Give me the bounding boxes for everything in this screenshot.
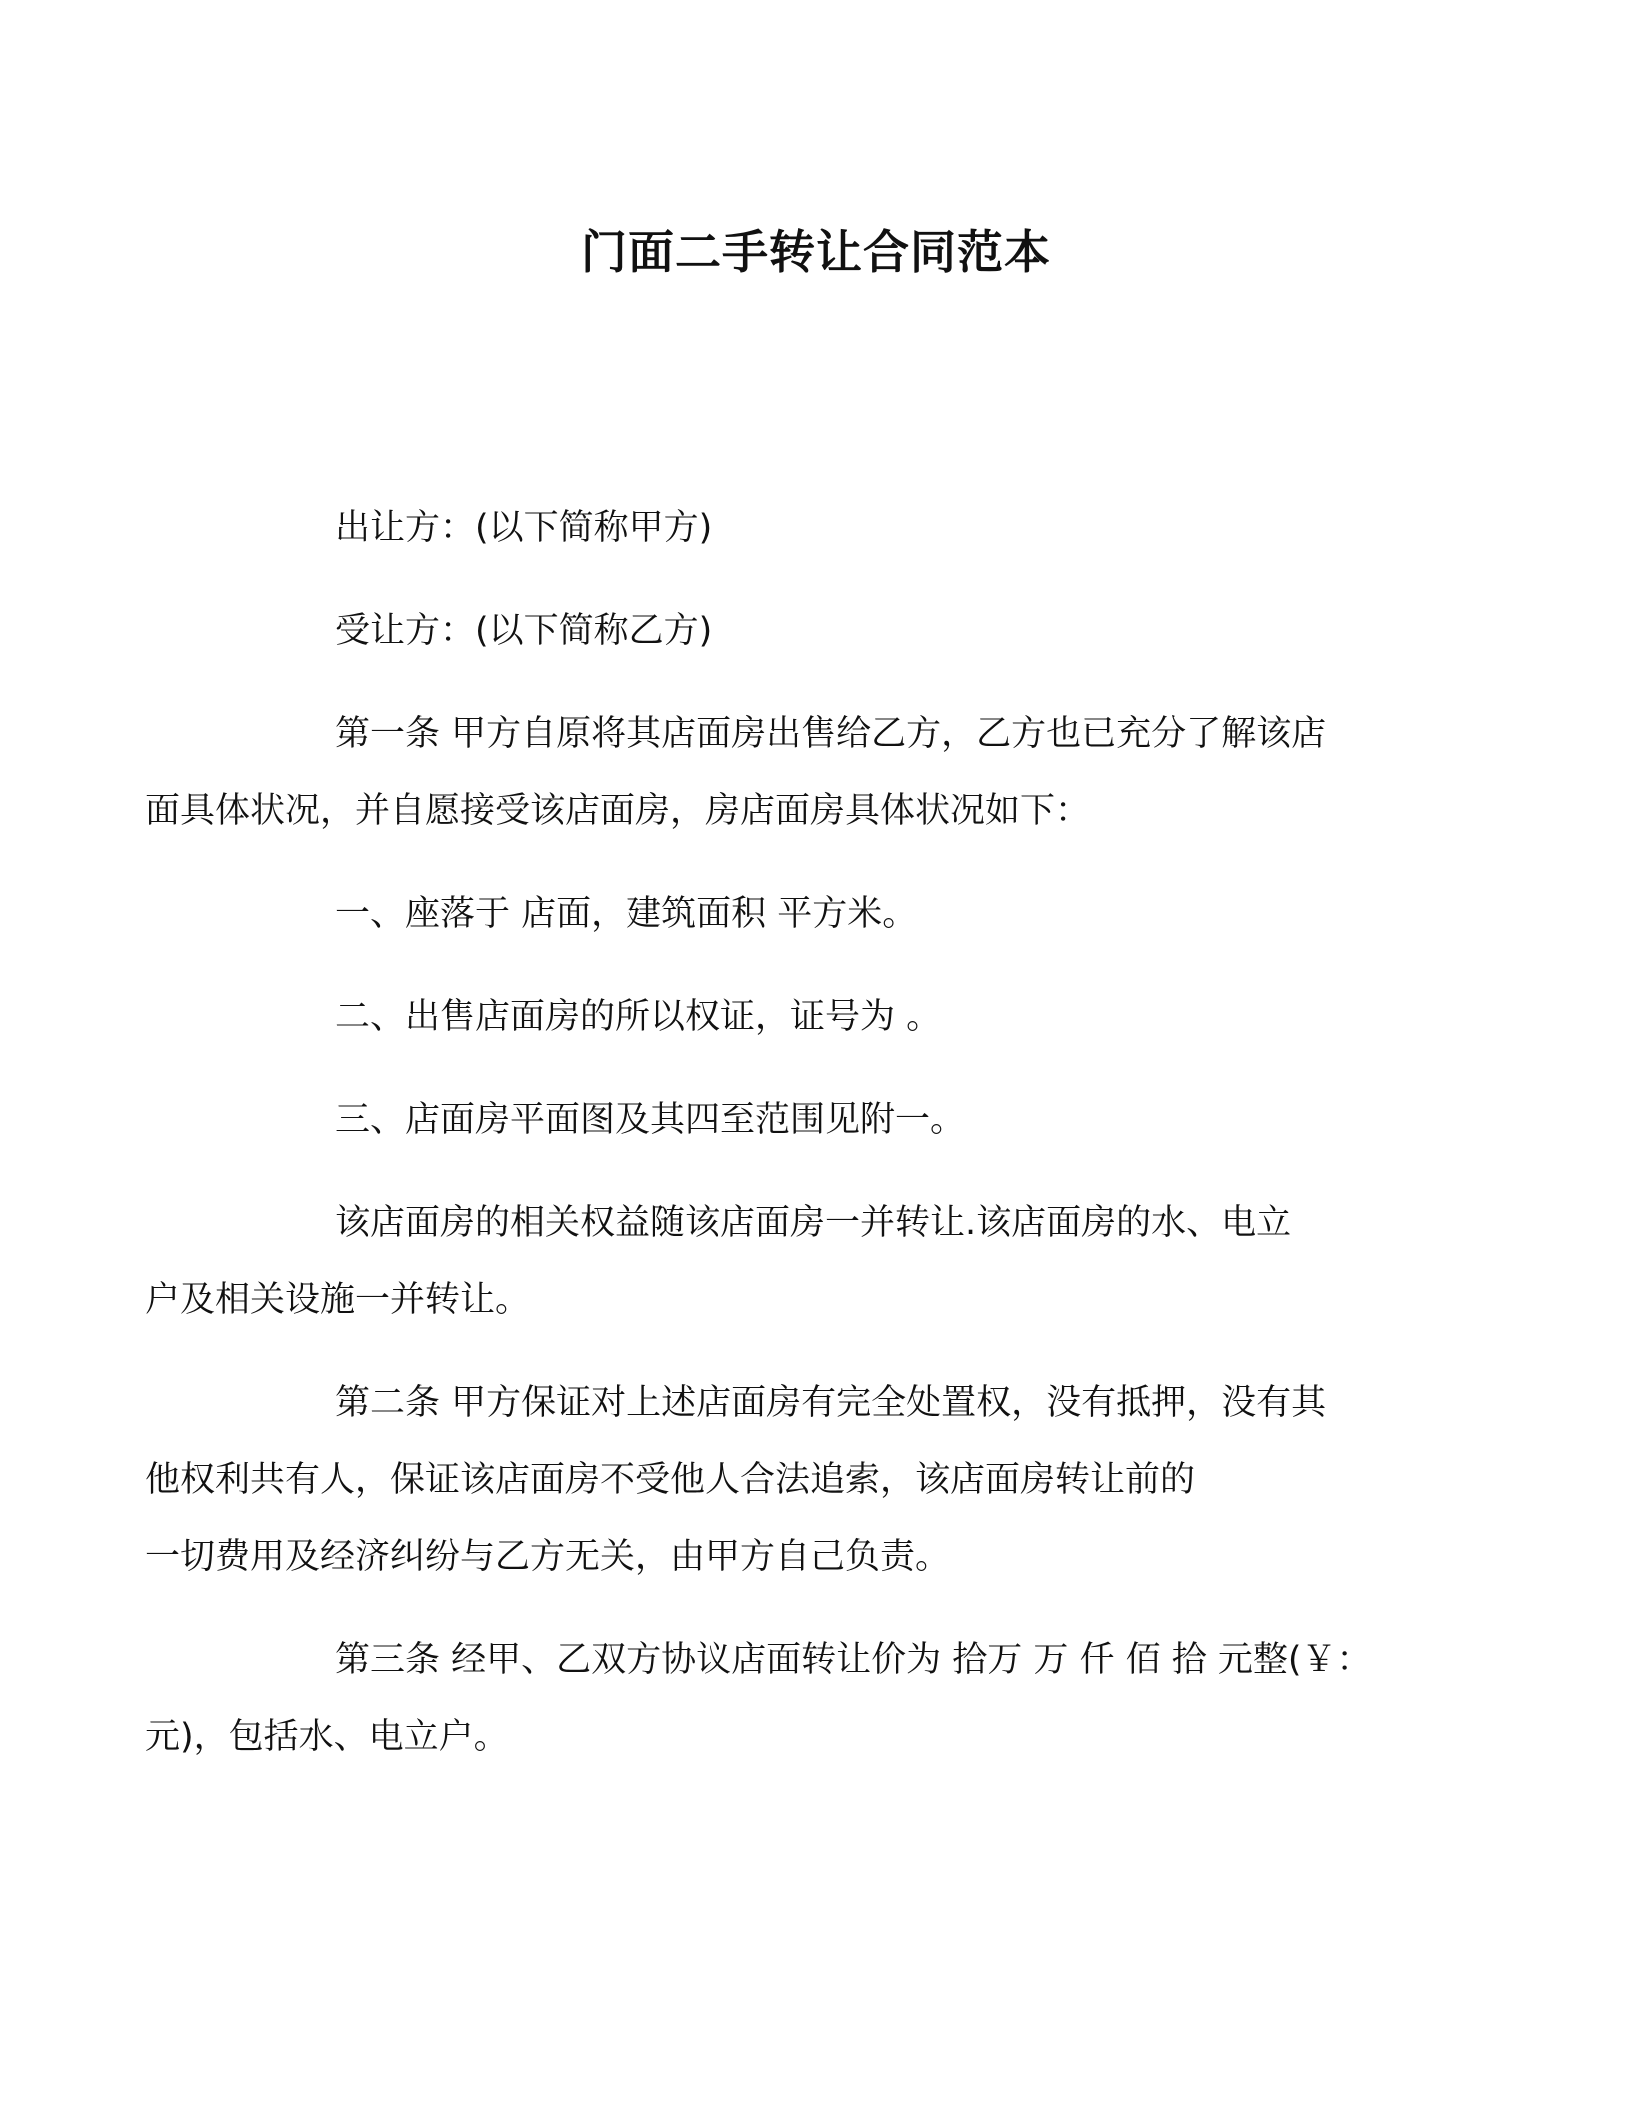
party-buyer: [240, 593, 1392, 670]
item-1-location: [240, 876, 1392, 953]
paragraph-line: 二、出售店面房的所以权证，证号为 。: [335, 997, 942, 1037]
article-2: [145, 1365, 1392, 1596]
paragraph-line: 第三条 经甲、乙双方协议店面转让价为 拾万 万 仟 佰 拾 元整(￥：: [335, 1640, 1372, 1680]
paragraph-line: 第一条 甲方自原将其店面房出售给乙方，乙方也已充分了解该店: [335, 714, 1327, 754]
paragraph-line: 第二条 甲方保证对上述店面房有完全处置权，没有抵押，没有其: [335, 1383, 1327, 1423]
paragraph-line: 一、座落于 店面，建筑面积 平方米。: [335, 894, 918, 934]
item-2-certificate: [240, 979, 1392, 1056]
article-1: [145, 696, 1392, 850]
paragraph-line: 他权利共有人，保证该店面房不受他人合法追索，该店面房转让前的: [145, 1460, 1196, 1500]
party-seller: [240, 490, 1392, 567]
related-rights: [145, 1185, 1392, 1339]
item-3-floor-plan: [240, 1082, 1392, 1159]
paragraph-line: 三、店面房平面图及其四至范围见附一。: [335, 1100, 966, 1140]
contract-body: [145, 490, 1392, 1802]
article-3: [145, 1622, 1392, 1776]
document-title: 门面二手转让合同范本: [581, 225, 1051, 279]
paragraph-line: 面具体状况，并自愿接受该店面房，房店面房具体状况如下：: [145, 791, 1091, 831]
paragraph-line: 一切费用及经济纠纷与乙方无关，由甲方自己负责。: [145, 1537, 951, 1577]
paragraph-line: 出让方：(以下简称甲方): [335, 508, 713, 548]
paragraph-line: 元)，包括水、电立户。: [145, 1717, 509, 1757]
paragraph-line: 户及相关设施一并转让。: [145, 1280, 531, 1320]
paragraph-line: 该店面房的相关权益随该店面房一并转让.该店面房的水、电立: [335, 1203, 1292, 1243]
paragraph-line: 受让方：(以下简称乙方): [335, 611, 713, 651]
